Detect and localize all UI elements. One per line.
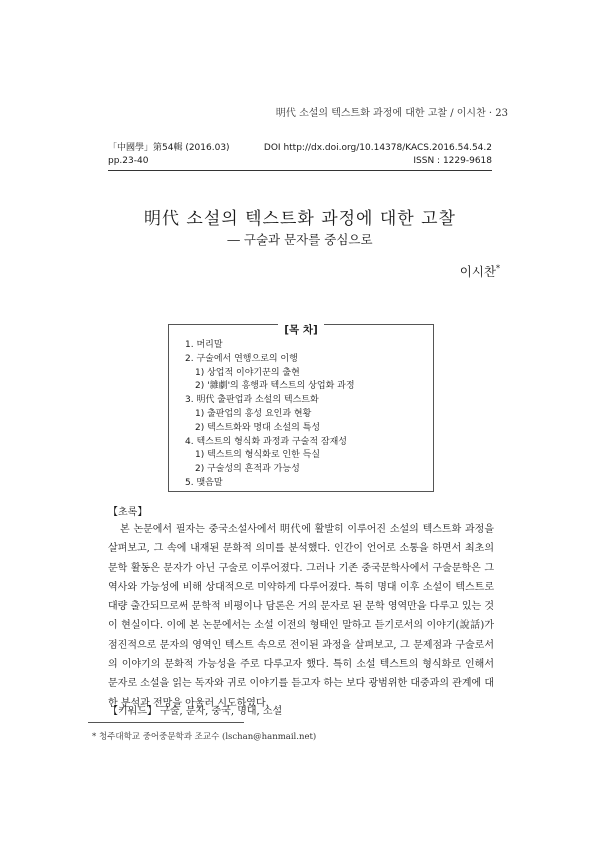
toc-item: 2. 구술에서 연행으로의 이행	[185, 353, 298, 364]
toc-list	[169, 325, 433, 491]
toc-item: 2) 구술성의 흔적과 가능성	[195, 464, 300, 475]
table-of-contents	[168, 324, 434, 492]
keywords: 【키워드】 구술, 문자, 중국, 명대, 소설	[108, 706, 283, 717]
abstract-body: 본 논문에서 필자는 중국소설사에서 明代에 활발히 이루어진 소설의 텍스트화 과정을 살펴보고, 그 속에 내재된 문화적 의미를 분석했다. 인간이 언어로 소통을 하면서 최초의 문학 활동은 문자가 아닌 구술로 이루어졌다. 그러나 기존 중국문학사에서 구술문학은 그 역사와 가능성에 비해 상대적으로 미약하게 다루어졌다. 특히 명대 이후 소설이 텍스트로 대량 출간되므로써 문학적 비평이나 담론은 거의 문자로 된 문학 영역만을 다루고 있는 것이 현실이다. 이에 본 논문에서는 소설 이전의 형태인 말하고 듣기로서의 이야기(說話)가 점진적으로 문자의 영역인 텍스트 속으로 전이된 과정을 살펴보고, 그 문제점과 구술로서의 이야기의 문화적 가능성을 주로 다루고자 했다. 특히 소설 텍스트의 형식화로 인해서 문자로 소설을 읽는 독자와 귀로 이야기를 듣고자 하는 보다 광범위한 대중과의 관계에 대한 분석과 전망을 아울러 시도하였다.	[108, 524, 494, 709]
toc-item: 1) 출판업의 흥성 요인과 현황	[195, 408, 312, 419]
toc-item: 5. 맺음말	[185, 477, 223, 488]
toc-item: 3. 明代 출판업과 소설의 텍스트화	[185, 395, 319, 406]
doi-link[interactable]: DOI http://dx.doi.org/10.14378/KACS.2016.54.54.2	[263, 143, 492, 153]
abstract-label: 【초록】	[108, 507, 148, 518]
paper-title: 明代 소설의 텍스트화 과정에 대한 고찰	[144, 209, 456, 229]
paper-subtitle: ― 구술과 문자를 중심으로	[227, 232, 373, 247]
running-header: 明代 소설의 텍스트화 과정에 대한 고찰 / 이시찬 · 23	[275, 108, 508, 119]
author-name: 이시찬	[459, 264, 496, 279]
author-footnote: * 청주대학교 중어중문학과 조교수 (lschan@hanmail.net)	[92, 732, 317, 742]
issn: ISSN : 1229-9618	[413, 156, 492, 166]
author	[460, 262, 500, 280]
toc-item: 1) 텍스트의 형식화로 인한 득실	[195, 450, 321, 461]
toc-title: [목 차]	[278, 324, 324, 336]
footnote-divider	[88, 722, 244, 723]
journal-info: 「中國學」第54輯 (2016.03)	[108, 143, 230, 153]
author-footnote-mark: *	[496, 263, 500, 273]
publication-meta	[108, 142, 492, 171]
page-range: pp.23-40	[108, 156, 149, 166]
toc-item: 1) 상업적 이야기꾼의 출현	[195, 367, 300, 378]
toc-item: 2) '雜劇'의 흥행과 텍스트의 상업화 과정	[195, 381, 355, 392]
meta-divider	[108, 170, 492, 171]
toc-item: 4. 텍스트의 형식화 과정과 구술적 잠재성	[185, 436, 347, 447]
toc-item: 2) 텍스트화와 명대 소설의 특성	[195, 422, 321, 433]
toc-item: 1. 머리말	[185, 340, 223, 350]
